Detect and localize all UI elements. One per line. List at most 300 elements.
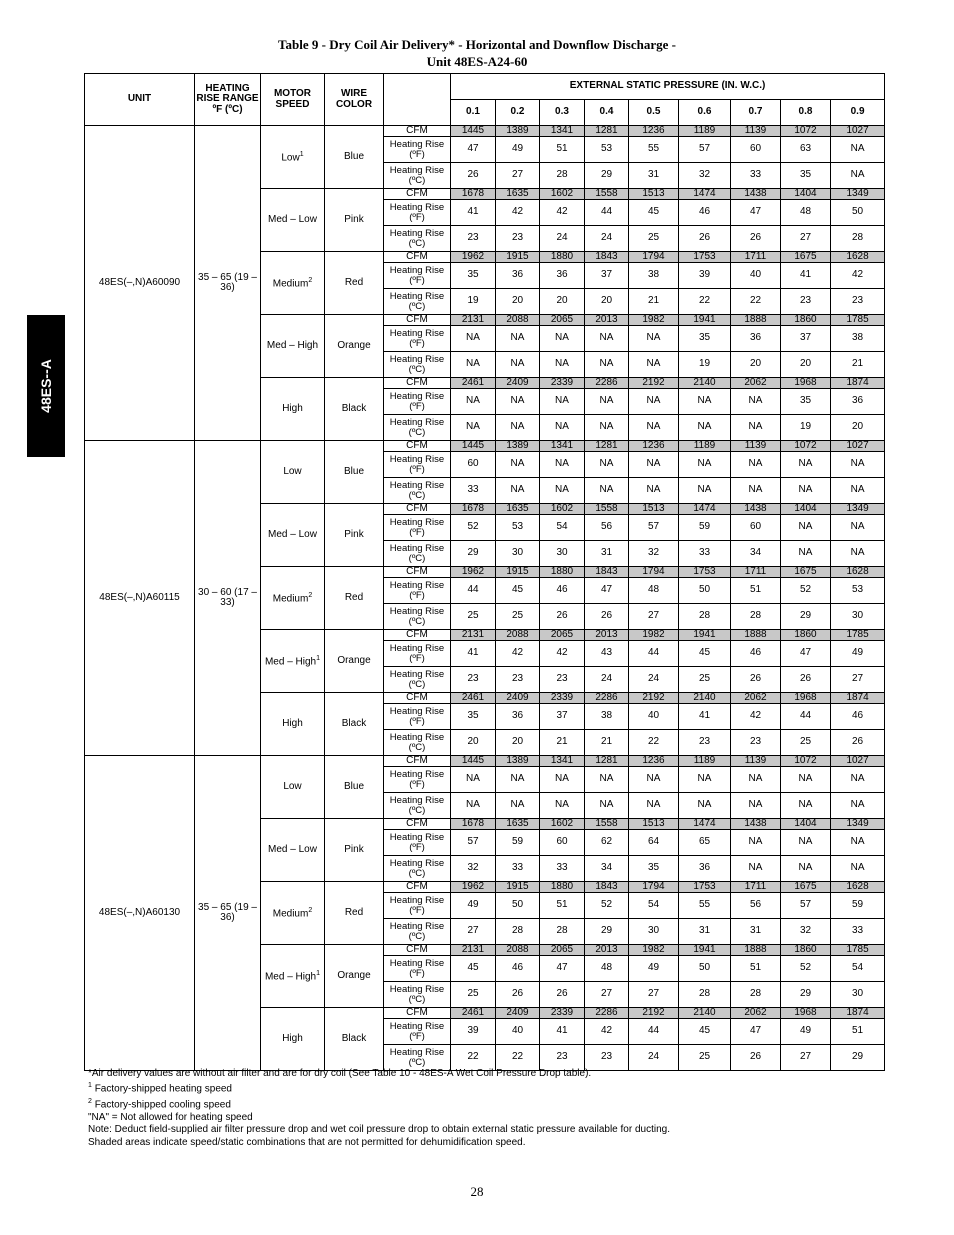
footnote-ref: 1	[316, 655, 321, 663]
heating-rise-c-value: NA	[781, 478, 831, 504]
heating-rise-c-value: NA	[540, 352, 585, 378]
header-pressure: 0.4	[585, 100, 629, 126]
heating-rise-c-value: 32	[451, 856, 496, 882]
heating-rise-f-value: NA	[496, 326, 540, 352]
motor-speed-label: Med – High	[264, 971, 317, 983]
motor-speed	[261, 252, 325, 315]
motor-speed-label: Med – Low	[268, 214, 317, 225]
heating-rise-f-value: 52	[585, 893, 629, 919]
cfm-value: 1389	[496, 756, 540, 767]
heating-rise-f-value: 49	[831, 641, 885, 667]
heating-rise-c-value: 26	[451, 163, 496, 189]
cfm-value: 1281	[585, 441, 629, 452]
cfm-value: 1438	[731, 504, 781, 515]
cfm-value: 1341	[540, 126, 585, 137]
heating-rise-c-value: 19	[679, 352, 731, 378]
heating-rise-f-value: 47	[585, 578, 629, 604]
cfm-value: 1675	[781, 252, 831, 263]
heating-rise-f-value: 55	[679, 893, 731, 919]
heating-rise-f-value: 44	[629, 1019, 679, 1045]
heating-rise-f-value: 59	[679, 515, 731, 541]
wire-color: Blue	[325, 126, 384, 189]
wire-color: Red	[325, 252, 384, 315]
footnote-na: "NA" = Not allowed for heating speed	[88, 1111, 253, 1123]
heating-rise-c-value: NA	[679, 415, 731, 441]
heating-rise-f-value: 41	[540, 1019, 585, 1045]
heating-rise-f-value: NA	[781, 767, 831, 793]
heating-rise-c-value: 26	[731, 1045, 781, 1071]
heating-rise-f-value: 35	[451, 704, 496, 730]
side-tab-label: 48ES--A	[38, 359, 54, 413]
cfm-value: 1843	[585, 252, 629, 263]
heating-rise-c-value: 33	[831, 919, 885, 945]
cfm-value: 2088	[496, 630, 540, 641]
heating-rise-c-value: NA	[679, 478, 731, 504]
heating-rise-f-label: Heating Rise (ºF)	[384, 956, 451, 982]
heating-rise-range: 35 – 65 (19 – 36)	[195, 756, 261, 1071]
heating-rise-c-value: 22	[731, 289, 781, 315]
heating-rise-f-value: 41	[679, 704, 731, 730]
header-pressure: 0.6	[679, 100, 731, 126]
heating-rise-c-value: NA	[585, 352, 629, 378]
heating-rise-c-label: Heating Rise (ºC)	[384, 541, 451, 567]
cfm-value: 1874	[831, 378, 885, 389]
heating-rise-c-value: NA	[731, 415, 781, 441]
wire-color: Black	[325, 1008, 384, 1071]
cfm-value: 2461	[451, 1008, 496, 1019]
heating-rise-c-value: 23	[540, 667, 585, 693]
heating-rise-c-value: NA	[731, 856, 781, 882]
cfm-label: CFM	[384, 1008, 451, 1019]
heating-rise-c-value: NA	[451, 793, 496, 819]
cfm-value: 1558	[585, 819, 629, 830]
heating-rise-f-value: 41	[781, 263, 831, 289]
footnote-1-text: Factory-shipped heating speed	[94, 1083, 232, 1095]
heating-rise-f-value: 56	[585, 515, 629, 541]
heating-rise-f-value: 46	[679, 200, 731, 226]
wire-color: Orange	[325, 630, 384, 693]
cfm-value: 1389	[496, 126, 540, 137]
heating-rise-c-value: 20	[496, 289, 540, 315]
heating-rise-f-value: 50	[496, 893, 540, 919]
heating-rise-c-value: 28	[679, 982, 731, 1008]
heating-rise-c-value: NA	[540, 478, 585, 504]
heating-rise-f-value: NA	[831, 452, 885, 478]
cfm-value: 1236	[629, 126, 679, 137]
heating-rise-f-value: 47	[540, 956, 585, 982]
heating-rise-f-value: 35	[781, 389, 831, 415]
heating-rise-c-label: Heating Rise (ºC)	[384, 1045, 451, 1071]
cfm-label: CFM	[384, 567, 451, 578]
heating-rise-c-value: NA	[629, 352, 679, 378]
heating-rise-f-value: 49	[781, 1019, 831, 1045]
cfm-value: 1860	[781, 315, 831, 326]
cfm-value: 1711	[731, 567, 781, 578]
heating-rise-f-value: 51	[831, 1019, 885, 1045]
heating-rise-c-value: 29	[781, 982, 831, 1008]
cfm-label: CFM	[384, 945, 451, 956]
heating-rise-c-value: 33	[451, 478, 496, 504]
cfm-value: 1438	[731, 819, 781, 830]
heating-rise-c-value: 24	[629, 667, 679, 693]
heating-rise-f-value: NA	[585, 452, 629, 478]
cfm-label: CFM	[384, 189, 451, 200]
heating-rise-f-value: 45	[629, 200, 679, 226]
header-heating-rise: HEATING RISE RANGE ºF (ºC)	[195, 74, 261, 126]
heating-rise-f-value: NA	[540, 326, 585, 352]
side-tab	[27, 315, 65, 457]
heating-rise-f-label: Heating Rise (ºF)	[384, 452, 451, 478]
cfm-label: CFM	[384, 693, 451, 704]
heating-rise-c-value: 22	[629, 730, 679, 756]
heating-rise-f-value: NA	[629, 767, 679, 793]
heating-rise-f-value: 53	[585, 137, 629, 163]
heating-rise-c-value: 35	[781, 163, 831, 189]
motor-speed-label: Med – High	[266, 340, 319, 351]
cfm-value: 1445	[451, 756, 496, 767]
heating-rise-c-value: 23	[496, 226, 540, 252]
heating-rise-c-value: 27	[451, 919, 496, 945]
heating-rise-c-value: 29	[585, 919, 629, 945]
motor-speed	[261, 630, 325, 693]
cfm-value: 1794	[629, 567, 679, 578]
motor-speed	[261, 756, 325, 819]
cfm-value: 2013	[585, 315, 629, 326]
cfm-value: 1558	[585, 504, 629, 515]
heating-rise-f-value: 38	[629, 263, 679, 289]
cfm-value: 2131	[451, 630, 496, 641]
cfm-label: CFM	[384, 630, 451, 641]
footnote-ref: 1	[316, 970, 321, 978]
cfm-value: 1962	[451, 882, 496, 893]
heating-rise-c-value: 21	[585, 730, 629, 756]
cfm-value: 2461	[451, 693, 496, 704]
heating-rise-f-value: 51	[540, 137, 585, 163]
heating-rise-c-value: 23	[585, 1045, 629, 1071]
cfm-value: 2286	[585, 693, 629, 704]
header-motor-speed: MOTOR SPEED	[261, 74, 325, 126]
cfm-value: 1558	[585, 189, 629, 200]
heating-rise-c-value: 23	[781, 289, 831, 315]
heating-rise-f-value: 50	[679, 578, 731, 604]
motor-speed	[261, 693, 325, 756]
cfm-value: 1236	[629, 441, 679, 452]
heating-rise-f-value: 52	[781, 578, 831, 604]
cfm-value: 2192	[629, 378, 679, 389]
table-title: Table 9 - Dry Coil Air Delivery* - Horizontal and Downflow Discharge -	[278, 37, 676, 52]
cfm-value: 1675	[781, 567, 831, 578]
heating-rise-f-value: 45	[679, 641, 731, 667]
heating-rise-f-value: 46	[496, 956, 540, 982]
cfm-value: 1860	[781, 630, 831, 641]
motor-speed-label: Medium	[272, 908, 309, 920]
heating-rise-f-label: Heating Rise (ºF)	[384, 389, 451, 415]
cfm-value: 2192	[629, 693, 679, 704]
motor-speed-label: Med – High	[264, 656, 317, 668]
motor-speed	[261, 189, 325, 252]
cfm-value: 2131	[451, 945, 496, 956]
heating-rise-f-value: 39	[679, 263, 731, 289]
heating-rise-f-value: 51	[540, 893, 585, 919]
cfm-value: 2013	[585, 630, 629, 641]
cfm-value: 1678	[451, 504, 496, 515]
heating-rise-f-label: Heating Rise (ºF)	[384, 515, 451, 541]
cfm-value: 1027	[831, 126, 885, 137]
cfm-value: 2140	[679, 1008, 731, 1019]
cfm-value: 1678	[451, 819, 496, 830]
heating-rise-c-label: Heating Rise (ºC)	[384, 982, 451, 1008]
heating-rise-c-value: 27	[781, 226, 831, 252]
heating-rise-c-value: 23	[679, 730, 731, 756]
heating-rise-c-value: 29	[781, 604, 831, 630]
heating-rise-c-value: 25	[781, 730, 831, 756]
cfm-value: 1139	[731, 441, 781, 452]
heating-rise-f-value: 45	[679, 1019, 731, 1045]
heating-rise-f-value: 52	[451, 515, 496, 541]
motor-speed	[261, 567, 325, 630]
heating-rise-c-value: 28	[540, 163, 585, 189]
heating-rise-c-value: 20	[585, 289, 629, 315]
header-pressure: 0.3	[540, 100, 585, 126]
heating-rise-c-value: NA	[629, 415, 679, 441]
air-delivery-table	[84, 73, 885, 1071]
heating-rise-c-value: 28	[731, 604, 781, 630]
heating-rise-f-value: 49	[496, 137, 540, 163]
heating-rise-c-value: 24	[585, 226, 629, 252]
heating-rise-f-value: NA	[496, 767, 540, 793]
heating-rise-c-value: 28	[731, 982, 781, 1008]
heating-rise-c-label: Heating Rise (ºC)	[384, 604, 451, 630]
heating-rise-c-value: NA	[781, 856, 831, 882]
header-pressure: 0.2	[496, 100, 540, 126]
cfm-value: 2062	[731, 1008, 781, 1019]
heating-rise-c-value: 31	[679, 919, 731, 945]
heating-rise-c-value: NA	[831, 163, 885, 189]
heating-rise-c-label: Heating Rise (ºC)	[384, 478, 451, 504]
heating-rise-c-label: Heating Rise (ºC)	[384, 856, 451, 882]
motor-speed	[261, 1008, 325, 1071]
heating-rise-c-value: 29	[451, 541, 496, 567]
heating-rise-f-value: 54	[629, 893, 679, 919]
footnote-1: $^1$ Factory-shipped heating speed	[88, 1082, 232, 1095]
cfm-value: 1139	[731, 126, 781, 137]
header-pressure: 0.7	[731, 100, 781, 126]
cfm-row	[85, 756, 885, 767]
heating-rise-f-value: 42	[585, 1019, 629, 1045]
heating-rise-c-value: 30	[831, 604, 885, 630]
heating-rise-c-value: 33	[679, 541, 731, 567]
heating-rise-c-value: 22	[451, 1045, 496, 1071]
footnotes	[88, 1068, 670, 1149]
cfm-value: 1404	[781, 504, 831, 515]
cfm-value: 2140	[679, 693, 731, 704]
heating-rise-f-value: NA	[629, 452, 679, 478]
heating-rise-f-value: 54	[540, 515, 585, 541]
heating-rise-f-value: 44	[781, 704, 831, 730]
heating-rise-f-value: 56	[731, 893, 781, 919]
heating-rise-f-label: Heating Rise (ºF)	[384, 641, 451, 667]
heating-rise-c-value: 34	[731, 541, 781, 567]
wire-color: Red	[325, 882, 384, 945]
heating-rise-c-value: NA	[629, 478, 679, 504]
heating-rise-c-value: 26	[540, 982, 585, 1008]
cfm-value: 1474	[679, 819, 731, 830]
heating-rise-f-value: NA	[781, 830, 831, 856]
cfm-value: 1753	[679, 567, 731, 578]
heating-rise-c-value: NA	[585, 478, 629, 504]
cfm-value: 2131	[451, 315, 496, 326]
cfm-value: 1880	[540, 252, 585, 263]
heating-rise-f-value: 40	[731, 263, 781, 289]
heating-rise-f-value: 49	[451, 893, 496, 919]
heating-rise-c-value: 19	[781, 415, 831, 441]
heating-rise-f-value: 37	[781, 326, 831, 352]
motor-speed-label: Med – Low	[268, 844, 317, 855]
heating-rise-f-value: NA	[629, 326, 679, 352]
footnote-ref: 1	[299, 151, 304, 159]
heating-rise-f-value: 41	[451, 200, 496, 226]
heating-rise-f-value: 36	[496, 263, 540, 289]
cfm-label: CFM	[384, 504, 451, 515]
cfm-value: 2286	[585, 378, 629, 389]
heating-rise-c-label: Heating Rise (ºC)	[384, 163, 451, 189]
heating-rise-f-value: 59	[496, 830, 540, 856]
heating-rise-c-value: 30	[540, 541, 585, 567]
cfm-value: 1794	[629, 882, 679, 893]
cfm-value: 1349	[831, 819, 885, 830]
heating-rise-f-value: 57	[629, 515, 679, 541]
cfm-label: CFM	[384, 819, 451, 830]
heating-rise-c-value: 26	[731, 226, 781, 252]
heating-rise-f-label: Heating Rise (ºF)	[384, 326, 451, 352]
heating-rise-c-value: NA	[496, 352, 540, 378]
heating-rise-c-label: Heating Rise (ºC)	[384, 667, 451, 693]
cfm-value: 1349	[831, 504, 885, 515]
table-subtitle: Unit 48ES-A24-60	[426, 54, 528, 69]
cfm-value: 1874	[831, 1008, 885, 1019]
cfm-label: CFM	[384, 126, 451, 137]
cfm-value: 1888	[731, 630, 781, 641]
heating-rise-c-value: NA	[831, 793, 885, 819]
cfm-value: 1474	[679, 189, 731, 200]
heating-rise-f-value: 60	[451, 452, 496, 478]
heating-rise-f-value: NA	[731, 452, 781, 478]
cfm-value: 1635	[496, 189, 540, 200]
page-number: 28	[470, 1184, 484, 1199]
motor-speed	[261, 441, 325, 504]
cfm-value: 1968	[781, 693, 831, 704]
heating-rise-c-value: 25	[629, 226, 679, 252]
heating-rise-c-value: 36	[679, 856, 731, 882]
cfm-value: 1602	[540, 819, 585, 830]
cfm-value: 1860	[781, 945, 831, 956]
heating-rise-c-value: 26	[496, 982, 540, 1008]
heating-rise-f-value: 42	[831, 263, 885, 289]
heating-rise-f-value: 48	[585, 956, 629, 982]
cfm-value: 1982	[629, 630, 679, 641]
heating-rise-f-value: NA	[831, 515, 885, 541]
heating-rise-f-value: 50	[679, 956, 731, 982]
heating-rise-c-value: 21	[629, 289, 679, 315]
heating-rise-f-value: 42	[540, 200, 585, 226]
heating-rise-f-value: 64	[629, 830, 679, 856]
heating-rise-c-value: 31	[629, 163, 679, 189]
cfm-value: 1445	[451, 441, 496, 452]
heating-rise-f-value: 36	[731, 326, 781, 352]
cfm-value: 2339	[540, 1008, 585, 1019]
cfm-value: 2088	[496, 315, 540, 326]
heating-rise-f-value: 51	[731, 578, 781, 604]
heating-rise-f-value: 63	[781, 137, 831, 163]
cfm-value: 1628	[831, 252, 885, 263]
heating-rise-f-label: Heating Rise (ºF)	[384, 704, 451, 730]
cfm-value: 1513	[629, 504, 679, 515]
cfm-value: 1753	[679, 252, 731, 263]
footnote-asterisk: *Air delivery values are without air filter and are for dry coil (See Table 10 - 48ES-A Wet Coil Pressure Drop table).	[88, 1068, 592, 1079]
cfm-value: 2339	[540, 378, 585, 389]
heating-rise-c-value: NA	[781, 541, 831, 567]
motor-speed	[261, 126, 325, 189]
cfm-value: 1072	[781, 126, 831, 137]
heating-rise-f-value: 57	[781, 893, 831, 919]
heating-rise-f-value: NA	[679, 767, 731, 793]
cfm-value: 2062	[731, 693, 781, 704]
heating-rise-f-value: 40	[496, 1019, 540, 1045]
heating-rise-f-value: 49	[629, 956, 679, 982]
heating-rise-c-value: 27	[585, 982, 629, 1008]
cfm-value: 2062	[731, 378, 781, 389]
heating-rise-c-value: 26	[540, 604, 585, 630]
heating-rise-c-value: 25	[496, 604, 540, 630]
heating-rise-f-value: 44	[629, 641, 679, 667]
heating-rise-range: 30 – 60 (17 – 33)	[195, 441, 261, 756]
wire-color: Pink	[325, 189, 384, 252]
cfm-value: 1915	[496, 252, 540, 263]
cfm-value: 1513	[629, 189, 679, 200]
heating-rise-c-label: Heating Rise (ºC)	[384, 415, 451, 441]
heating-rise-c-value: 24	[540, 226, 585, 252]
heating-rise-f-value: 52	[781, 956, 831, 982]
heating-rise-f-value: NA	[679, 452, 731, 478]
motor-speed	[261, 819, 325, 882]
heating-rise-c-value: 32	[679, 163, 731, 189]
heating-rise-f-label: Heating Rise (ºF)	[384, 578, 451, 604]
cfm-label: CFM	[384, 882, 451, 893]
cfm-value: 1628	[831, 567, 885, 578]
heating-rise-c-value: 27	[781, 1045, 831, 1071]
heating-rise-f-value: 53	[496, 515, 540, 541]
cfm-value: 1139	[731, 756, 781, 767]
footnote-ref: 2	[308, 277, 313, 285]
cfm-value: 2461	[451, 378, 496, 389]
heating-rise-f-value: NA	[540, 389, 585, 415]
heating-rise-f-value: 51	[731, 956, 781, 982]
heating-rise-c-value: 20	[496, 730, 540, 756]
heating-rise-c-value: 26	[831, 730, 885, 756]
cfm-value: 1785	[831, 945, 885, 956]
heating-rise-f-value: 48	[629, 578, 679, 604]
heating-rise-range: 35 – 65 (19 – 36)	[195, 126, 261, 441]
header-wire-color: WIRE COLOR	[325, 74, 384, 126]
heating-rise-c-value: 21	[540, 730, 585, 756]
motor-speed-label: Medium	[272, 278, 309, 290]
heating-rise-f-value: NA	[731, 389, 781, 415]
heating-rise-c-value: 31	[731, 919, 781, 945]
heating-rise-f-value: 46	[731, 641, 781, 667]
heating-rise-c-label: Heating Rise (ºC)	[384, 730, 451, 756]
heating-rise-f-value: 59	[831, 893, 885, 919]
heating-rise-f-value: NA	[540, 452, 585, 478]
